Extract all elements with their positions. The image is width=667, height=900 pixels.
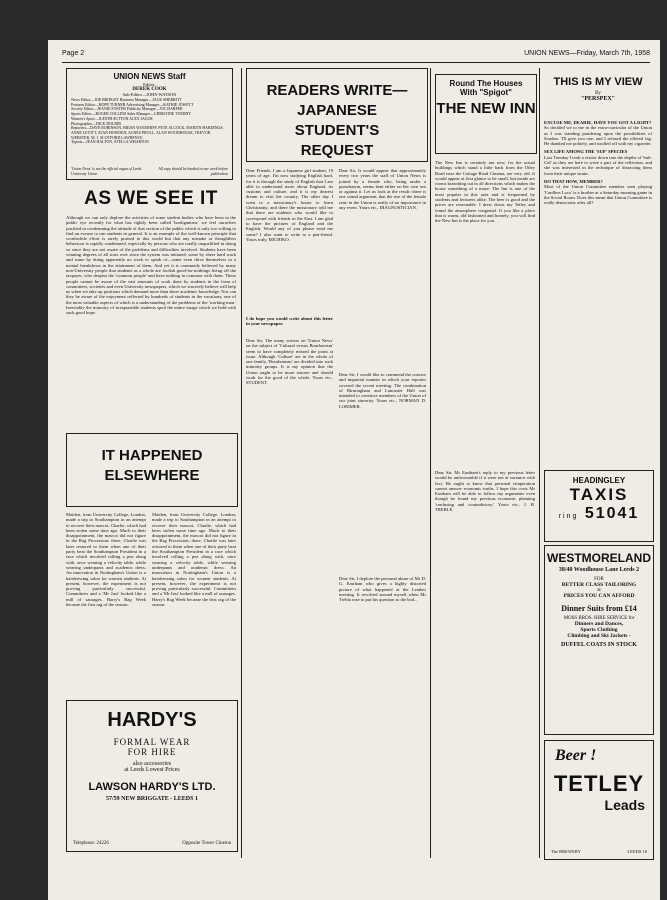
readers-letter-3: Dear Sir, It would appear that approximately every two years the staff of Union News is joined by a female who, being under a pseudonym, seems bent either on her own sex or against it. Let us look at the result: there is one sound argument, that the rise of the female ratio in the Union is really of no importance in any event. Yours etc., DIAGNOSTICIAN. [339,168,426,211]
hardys-name: LAWSON HARDY'S LTD. [88,781,216,793]
masthead-date: UNION NEWS—Friday, March 7th, 1958 [524,50,650,57]
staff-box [66,68,233,180]
westmoreland-ad [544,545,654,735]
elsewhere-banner [66,433,238,507]
hardys-line1: FORMAL WEAR [113,737,191,747]
westmoreland-line9: DUFFEL COATS IN STOCK [561,642,637,648]
tetley-ad [544,740,654,860]
tetley-beer: Beer ! [555,747,597,764]
newspaper-page [48,40,660,900]
elsewhere-body-1: Maiden, from University College, London, made a trip to Southampton in an attempt to recover their mascot, Charlie, which had been stolen some time ago. Much to their disappointment, the mascot did not figure in the Rag Procession; there, Charlie was later restored to them when one of their party beat the Southampton President in a race which involved rolling a pea along with, once wearing a velocity table, while wearing underpants and academic dress. An innovation in Nottingham's Union is a hairdressing salon for women students. At present, however, the experiment is not proving particularly successful. Committees and a 'Mr Just' looked like a mill of sausages. Harry's Rag Week became the first rag of the season. [66,512,146,608]
view-title: THIS IS MY VIEW [553,76,643,88]
staff-line: Women's Sport—JUDITH SUTTON ALEX JAGOE [71,116,153,121]
hardys-line4: at Leeds Lowest Prices [124,767,180,773]
westmoreland-line6: Dinners and Dances, [574,621,624,627]
hardys-title: HARDY'S [107,709,197,731]
page-number: Page 2 [62,50,85,57]
editorial-body: Although we can only deplore the activities of some student bodies who have been in the public eye recently for what has rightly been called 'hooliganism,' we feel ourselves justified in condemning the attitude of that section of the public which is only too willing to find an excuse to run students in general. It is an example of the well-known principle that worthwhile effort is rarely praised in this world but that any mistake or thoughtless behaviour is rapidly condemned, especially by persons who are totally unqualified in doing so since they are not aware of the problems and difficulties involved. Students have been winning degrees of all sorts over since the system was initiated; some by sheer hard work and some by doing apparently no work to speak of—some even drive themselves to a mental breakdown in the attainment of them. And yet it is commonly believed by many non-University people that students as a whole are foolish good-for-nothings living off the taxpayer, who despise the 'common people' and have nothing in common with them. These people cannot be aware of the vast amounts of work done by students in the form of committees, societies and even University newspapers, which we sincerely believe will help us when we take up positions which demand more than sheer academic knowledge. Nor can they be aware of the enjoyment reflected by hundreds of students in the vacations; one of the most valuable aspects of which is a understanding of the problems of the 'working man.' Inevitably the minority of irresponsible students spoil the entire image which we hold with such good hope. [66,215,236,316]
view-body-1: So decided we to me in the extra-curricular of the Union as I was standing pondering upon the possibilities of Soudan. 'I'll give you one, and I refused the offered fag. He thanked me politely, and strolled off with my cigarette. [544,125,652,147]
westmoreland-line2: at [597,588,601,593]
view-sub-1: EXCUSE ME, DEARIE, HAVE YOU GOT A LIGHT? [544,120,652,125]
new-inn-letter: Dear Sir, Mr Eastham's reply to my previous letter would be unfavourable if it were not at variance with fact. He ought to know that personal vituperation cannot answer economic truths. I hope this costs Mr Eastham will be able to follow my arguments even though he found my previous economic planning 'confusing and contradictory.' Yours etc., J. H. TREBLE. [435,470,535,513]
readers-letter-5: Dear Sir, I deplore the personal abuse of Mr D. G. Eastham who gives a highly distorted picture of what happened at the Leather meeting. It revolved around myself when Mr Trebla rose to put his question to the bod... [339,576,426,603]
readers-letter-4: Dear Sir, I would like to commend the concise and impartial manner in which your reporter covered the recent meeting. The combination of Birmingham and Lancaster Hall was intended to convince members of the Union of our joint sincerity. Yours etc., NORMAN D. LORIMER. [339,372,426,409]
tetley-leads: Leads [604,797,645,813]
staff-line: Typists—JEAN HALTON, STELLA WHARTON [71,140,149,145]
readers-note: I do hope you would write about this letter in your newspaper. [246,316,333,327]
westmoreland-line4: Dinner Suits from £14 [561,604,637,613]
new-inn-body: The New Inn is certainly not new, for the actual buildings which stand a little back from the Otley Road near the Cottage Road Cinema, are very old. It would appear at first glance to be small, but inside are rooms branching out in all directions which makes the house something of a maze. The Inn is one of the most popular in this area and is frequented by students and lecturers alike. The beer is good and the prices are reasonable. I drew down my Tetley and found the atmosphere congenial. If you like a place that is warm, old fashioned and homely, you will find the New Inn is the place for you. [435,160,535,224]
westmoreland-line8: Climbing and Ski Jackets - [567,633,631,639]
view-header [544,76,652,102]
westmoreland-line7: Sports Clothing [580,627,618,633]
new-inn-with: With "Spigot" [460,88,512,97]
editorial-headline: AS WE SEE IT [84,188,218,209]
hardys-line3: also accessories [132,761,172,767]
taxis-phone: 51041 [584,505,640,522]
westmoreland-line5: MOSS BROS. HIRE SERVICE for [563,616,635,621]
new-inn-banner [435,74,537,154]
staff-line: Society Editor—JEANIE FOSTER Publicity Manager—VIC HARPER [71,107,183,112]
new-inn-title: THE NEW INN [436,100,536,117]
taxis-ring: ring [558,513,579,520]
westmoreland-address: 38/40 Woodhouse Lane Leeds 2 [558,567,640,573]
taxis-ad [544,470,654,542]
tetley-brand: TETLEY [553,771,645,796]
hardys-opposite: Opposite Tower Cinema [182,841,231,846]
taxis-name: HEADINGLEY [572,476,626,485]
tetley-city: LEEDS 10 [627,849,647,854]
staff-line: Reporters—DAVE ROBINSON, BRIAN WOODHIFF, PETE ALCOCK, MARTIN HARDINGS, ANNE LEVITT, JOAN HOWDEN, AGNES PROLL, ALAN WOODHOUSE, TREVOR WEBSTER, M. J. SCOTFORD LAWRENCE. [71,126,224,140]
staff-line: Features Editor—HOPE TURNER Advertising Manager—KATHIE JOWETT [71,102,194,107]
elsewhere-headline: IT HAPPENED ELSEWHERE [101,447,203,484]
staff-footer-right: All copy should be handed in one week before publication [158,167,228,176]
elsewhere-body-2: Maiden, from University College, London, made a trip to Southampton in an attempt to recover their mascot, Charlie, which had been stolen some time ago. Much to their disappointment, the mascot did not figure in the Rag Procession; there, Charlie was later restored to them when one of their party beat the Southampton President in a race which involved rolling a pea along with, once wearing a velocity table, while wearing underpants and academic dress. An innovation in Nottingham's Union is a hairdressing salon for women students. At present, however, the experiment is not proving particularly successful. Committees and a 'Mr Just' looked like a mill of sausages. Harry's Rag Week became the first rag of the season. [152,512,236,608]
readers-letter-1: Dear Friends, I am a Japanese girl student, 19 years of age. I'm now studying English hard, for it is through the study of English that I am able to understand more about England, its customs and culture, and it is my dearest dream to visit the country. The other day I went to a missionary's house to learn Christianity, and there the missionary told me that there are students who would like to correspond with friends in the East. I am glad to have the pictures of England and the English. Would any of you please send me some? I also want to write to a pen-friend. Yours truly, MICHIKO. [246,168,333,242]
westmoreland-for: FOR [594,577,604,582]
hardys-ad [66,700,238,852]
staff-line: News Editor—JOE BRIDGET Business Manager—JACK SHERBITT [71,98,182,102]
editor-name: DEREK COOK [132,87,167,92]
hardys-telephone: Telephone: 24226 [73,841,109,846]
readers-banner [246,68,428,162]
view-body-2: Last Tuesday I took a visitor down into the depths of 'Sub-Cul' as they are here to write a part of the reflection, and she was interested in the technique of dissecting them from their unique strain. [544,154,652,176]
westmoreland-title: WESTMORELAND [547,551,651,565]
sub-editor: Sub-Editor—JOHN WATSON [122,92,177,97]
view-sub-3: DO THAT HOW, MEMBER? [544,178,603,184]
readers-headline: READERS WRITE— JAPANESE STUDENT'S REQUEST [266,82,408,159]
staff-line: Sports Editor—ROGER COLLINS Sales Manager—CHRISTINE TWIDDY [71,112,191,117]
westmoreland-line3: PRICES YOU CAN AFFORD [563,593,635,599]
hardys-address: 57/59 NEW BRIGGATE - LEEDS 1 [106,796,198,802]
tetley-brewery: The BREWERY [551,849,581,854]
editor-label: Editor: [143,82,156,87]
westmoreland-line1: BETTER CLASS TAILORING [561,582,637,588]
view-author: "PERSPEX" [581,96,615,102]
view-by: By [595,91,601,96]
readers-letter-2: Dear Sir, The many writers on 'Union News' on the subject of 'Cultural versus Bourbonism' seem to have completely missed the point at issue. Although 'Culture' are in the whole of one family, 'Bourbonism' are divided into such minority groups. It is my opinion that the Union ought to be more sincere and should work for the good of the whole. Yours etc., STUDENT. [246,338,333,386]
view-body-3: Most of the Union Committee member seen playing 'Cardless Loco' is a brother at a Saturday morning game in the Social Room. Does this mean that Union Committee is really democratic after all? [544,184,652,206]
view-sub-2: SEX LIFE AMONG THE 'SUP' SPECIES [544,149,628,155]
taxis-big: TAXIS [569,485,629,504]
staff-title: UNION NEWS Staff [113,72,186,81]
staff-line: Photographer—DICK DOLBIB [71,121,121,126]
hardys-line2: FOR HIRE [127,747,177,757]
new-inn-pre: Round The Houses [449,79,523,88]
staff-footer-left: 'Union News' is not the official organ of Leeds University Union [71,167,142,176]
